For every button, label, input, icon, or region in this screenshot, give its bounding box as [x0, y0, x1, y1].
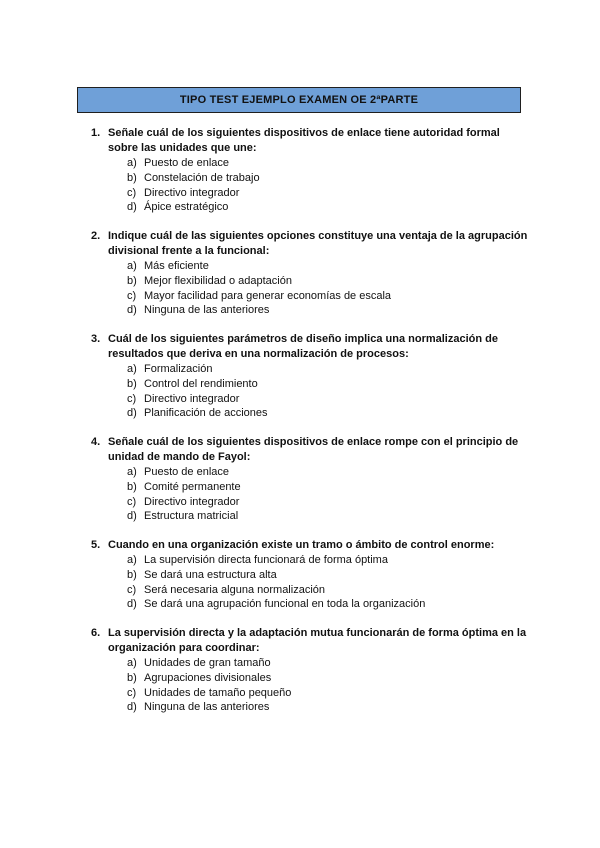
option-letter: c) [127, 289, 137, 302]
option-letter: a) [127, 260, 137, 272]
option-text: Mayor facilidad para generar economías de escala [144, 289, 392, 302]
option-list [91, 553, 531, 612]
option-c [127, 495, 531, 510]
option-letter: d) [127, 201, 137, 214]
option-text: Se dará una agrupación funcional en toda la organización [144, 598, 426, 611]
option-b [127, 568, 531, 583]
option-d [127, 509, 531, 524]
option-text: Unidades de gran tamaño [144, 657, 271, 669]
option-list [91, 656, 531, 715]
question-4 [91, 435, 531, 524]
question-number: 1. [91, 127, 101, 139]
option-text: Formalización [144, 363, 213, 375]
option-letter: b) [127, 274, 137, 287]
option-b [127, 377, 531, 392]
option-a [127, 656, 531, 671]
option-text: Ninguna de las anteriores [144, 701, 270, 714]
option-letter: b) [127, 377, 137, 390]
question-5 [91, 538, 531, 612]
exam-header [77, 87, 521, 113]
option-letter: c) [127, 583, 137, 596]
option-b [127, 171, 531, 186]
option-text: Unidades de tamaño pequeño [144, 686, 292, 699]
option-c [127, 583, 531, 598]
option-letter: c) [127, 186, 137, 199]
option-list [91, 156, 531, 215]
option-text: Puesto de enlace [144, 157, 230, 169]
option-letter: b) [127, 480, 137, 493]
question-3 [91, 332, 531, 421]
option-text: Comité permanente [144, 480, 241, 493]
option-text: Directivo integrador [144, 392, 240, 405]
option-text: Mejor flexibilidad o adaptación [144, 274, 292, 287]
option-b [127, 671, 531, 686]
option-text: Puesto de enlace [144, 466, 230, 478]
question-number: 5. [91, 539, 101, 551]
option-text: La supervisión directa funcionará de forma óptima [144, 554, 388, 566]
option-text: Control del rendimiento [144, 377, 258, 390]
option-letter: a) [127, 363, 137, 375]
question-number: 2. [91, 230, 101, 242]
question-number: 3. [91, 333, 101, 345]
option-c [127, 289, 531, 304]
option-text: Directivo integrador [144, 186, 240, 199]
option-text: Planificación de acciones [144, 407, 268, 420]
option-c [127, 392, 531, 407]
option-text: Más eficiente [144, 260, 209, 272]
option-d [127, 700, 531, 715]
option-letter: c) [127, 392, 137, 405]
option-a [127, 259, 531, 274]
option-text: Estructura matricial [144, 510, 239, 523]
option-letter: a) [127, 466, 137, 478]
option-text: Será necesaria alguna normalización [144, 583, 325, 596]
option-text: Se dará una estructura alta [144, 568, 277, 581]
option-letter: d) [127, 510, 137, 523]
option-text: Directivo integrador [144, 495, 240, 508]
option-letter: d) [127, 407, 137, 420]
question-number: 4. [91, 436, 101, 448]
question-1 [91, 126, 531, 215]
option-a [127, 156, 531, 171]
option-letter: c) [127, 495, 137, 508]
option-a [127, 362, 531, 377]
question-text: Señale cuál de los siguientes dispositivos de enlace tiene autoridad formal sobre las unidades que une: [108, 127, 500, 154]
option-d [127, 597, 531, 612]
option-d [127, 406, 531, 421]
option-c [127, 186, 531, 201]
option-letter: a) [127, 157, 137, 169]
option-text: Ápice estratégico [144, 201, 229, 214]
question-text: Cuando en una organización existe un tramo o ámbito de control enorme: [108, 539, 495, 551]
option-c [127, 686, 531, 701]
question-text: La supervisión directa y la adaptación mutua funcionarán de forma óptima en la organización para coordinar: [108, 627, 527, 654]
question-2 [91, 229, 531, 318]
option-text: Ninguna de las anteriores [144, 304, 270, 317]
option-list [91, 465, 531, 524]
option-letter: b) [127, 671, 137, 684]
option-list [91, 362, 531, 421]
question-number: 6. [91, 627, 101, 639]
option-letter: d) [127, 701, 137, 714]
option-b [127, 274, 531, 289]
option-b [127, 480, 531, 495]
exam-title: TIPO TEST EJEMPLO EXAMEN OE 2ªPARTE [179, 94, 419, 106]
option-letter: d) [127, 598, 137, 611]
option-letter: d) [127, 304, 137, 317]
option-letter: a) [127, 657, 137, 669]
option-text: Agrupaciones divisionales [144, 671, 272, 684]
question-text: Señale cuál de los siguientes dispositivos de enlace rompe con el principio de unidad de mando de Fayol: [108, 436, 519, 463]
option-letter: b) [127, 171, 137, 184]
option-letter: b) [127, 568, 137, 581]
question-text: Indique cuál de las siguientes opciones constituye una ventaja de la agrupación divisional frente a la funcional: [108, 230, 528, 257]
option-a [127, 465, 531, 480]
option-letter: c) [127, 686, 137, 699]
option-letter: a) [127, 554, 137, 566]
option-d [127, 303, 531, 318]
question-text: Cuál de los siguientes parámetros de diseño implica una normalización de resultados que deriva en una normalización de procesos: [108, 333, 498, 360]
option-a [127, 553, 531, 568]
option-d [127, 200, 531, 215]
option-list [91, 259, 531, 318]
option-text: Constelación de trabajo [144, 171, 260, 184]
question-6 [91, 626, 531, 715]
